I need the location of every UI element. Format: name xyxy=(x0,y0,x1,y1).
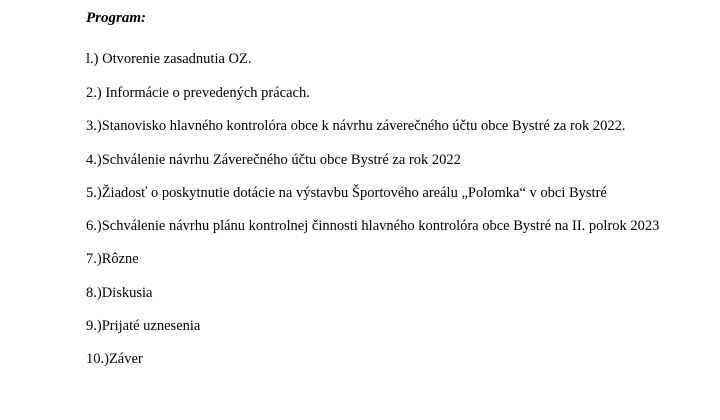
agenda-item-2: 2.) Informácie o prevedených prácach. xyxy=(86,85,310,101)
agenda-item-7: 7.)Rôzne xyxy=(86,251,139,267)
agenda-item-4: 4.)Schválenie návrhu Záverečného účtu obce Bystré za rok 2022 xyxy=(86,152,461,168)
agenda-item-6: 6.)Schválenie návrhu plánu kontrolnej činnosti hlavného kontrolóra obce Bystré na II. polrok 2023 xyxy=(86,218,660,234)
agenda-item-10: 10.)Záver xyxy=(86,351,143,367)
program-heading: Program: xyxy=(86,10,146,26)
agenda-item-8: 8.)Diskusia xyxy=(86,285,153,301)
agenda-item-9: 9.)Prijaté uznesenia xyxy=(86,318,201,334)
agenda-item-3: 3.)Stanovisko hlavného kontrolóra obce k návrhu záverečného účtu obce Bystré za rok 2022. xyxy=(86,118,626,134)
agenda-item-1: l.) Otvorenie zasadnutia OZ. xyxy=(86,51,252,67)
agenda-item-5: 5.)Žiadosť o poskytnutie dotácie na výstavbu Športového areálu „Polomka“ v obci Bystré xyxy=(86,185,607,201)
